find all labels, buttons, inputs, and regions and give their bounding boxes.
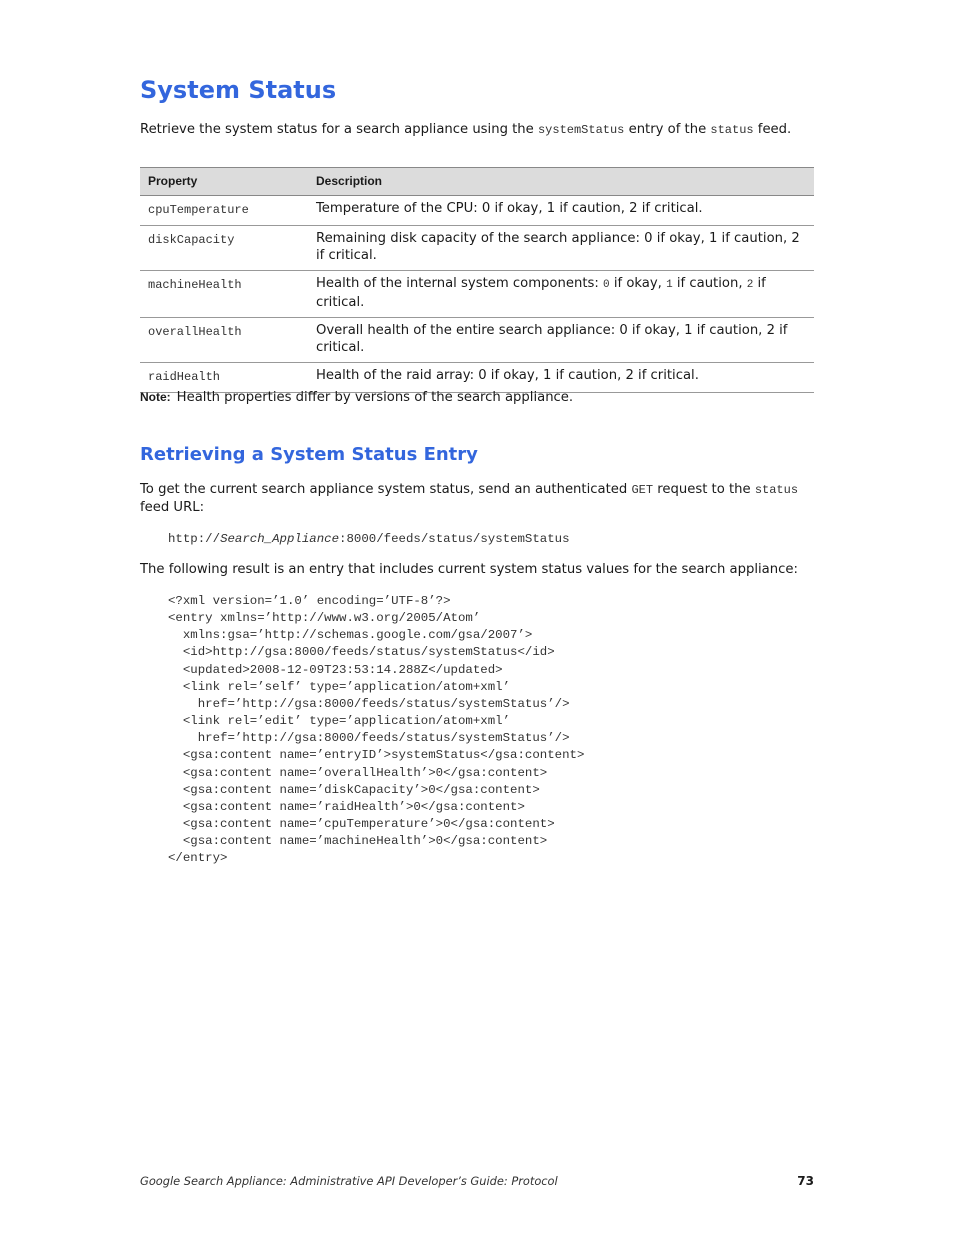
get-code-status: status — [754, 483, 799, 497]
section-heading: Retrieving a System Status Entry — [140, 444, 478, 465]
code-line: xmlns:gsa=’http://schemas.google.com/gsa/2007’> — [168, 628, 533, 643]
desc-text: if okay, — [609, 276, 667, 291]
table-row — [140, 196, 814, 226]
url-placeholder: Search_Appliance — [220, 532, 340, 546]
code-line: <gsa:content name=’raidHealth’>0</gsa:content> — [168, 799, 525, 814]
table-row — [140, 318, 814, 363]
description-cell — [308, 271, 814, 318]
property-cell: diskCapacity — [140, 226, 308, 271]
intro-text-1: Retrieve the system status for a search appliance using the — [140, 122, 538, 137]
url-prefix: http:// — [168, 532, 221, 546]
page-title: System Status — [140, 76, 337, 104]
note — [140, 389, 573, 406]
code-line: <gsa:content name=’diskCapacity’>0</gsa:content> — [168, 782, 540, 797]
note-text: Health properties differ by versions of the search appliance. — [176, 390, 574, 405]
result-paragraph: The following result is an entry that includes current system status values for the search appliance: — [140, 562, 798, 577]
code-line: href=’http://gsa:8000/feeds/status/systemStatus’/> — [168, 731, 570, 746]
description-cell: Remaining disk capacity of the search appliance: 0 if okay, 1 if caution, 2 if critical. — [308, 226, 814, 271]
get-text-3: feed URL: — [140, 500, 205, 515]
desc-code: 1 — [666, 279, 673, 291]
table-row — [140, 271, 814, 318]
property-cell: cpuTemperature — [140, 196, 308, 226]
code-line: <updated>2008-12-09T23:53:14.288Z</updated> — [168, 662, 503, 677]
property-cell: machineHealth — [140, 271, 308, 318]
desc-text: Health of the internal system components: — [316, 276, 604, 291]
get-code-get: GET — [631, 483, 654, 497]
url-suffix: :8000/feeds/status/systemStatus — [339, 532, 570, 546]
code-line: <gsa:content name=’overallHealth’>0</gsa:content> — [168, 765, 548, 780]
desc-code: 2 — [746, 279, 754, 291]
table-header-row — [140, 168, 814, 196]
code-line: <?xml version=’1.0’ encoding=’UTF-8’?> — [168, 594, 451, 608]
code-line: href=’http://gsa:8000/feeds/status/systemStatus’/> — [168, 696, 570, 711]
code-line: <id>http://gsa:8000/feeds/status/systemStatus</id> — [168, 645, 555, 660]
code-line: <link rel=’edit’ type=’application/atom+xml’ — [168, 714, 511, 729]
code-line: <gsa:content name=’machineHealth’>0</gsa:content> — [168, 834, 548, 849]
code-line: </entry> — [168, 851, 228, 866]
code-line: <entry xmlns=’http://www.w3.org/2005/Atom’ — [168, 611, 481, 626]
desc-text: if caution, — [672, 276, 747, 291]
intro-code-status: status — [710, 123, 754, 137]
header-property: Property — [140, 168, 308, 196]
feed-url — [168, 531, 570, 548]
desc-text: if critical. — [316, 276, 766, 310]
get-paragraph — [140, 481, 800, 516]
description-cell: Health of the raid array: 0 if okay, 1 if caution, 2 if critical. — [308, 363, 814, 393]
intro-code-systemstatus: systemStatus — [537, 123, 625, 137]
property-cell: overallHealth — [140, 318, 308, 363]
footer-title: Google Search Appliance: Administrative API Developer’s Guide: Protocol — [140, 1174, 558, 1188]
intro-text-3: feed. — [753, 122, 792, 137]
properties-table — [140, 167, 814, 393]
code-line: <gsa:content name=’entryID’>systemStatus</gsa:content> — [168, 748, 585, 763]
header-description: Description — [308, 168, 814, 196]
get-text-1: To get the current search appliance system status, send an authenticated — [140, 482, 632, 497]
intro-text-2: entry of the — [624, 122, 711, 137]
get-text-2: request to the — [653, 482, 755, 497]
table-row — [140, 226, 814, 271]
property-cell: raidHealth — [140, 363, 308, 393]
page-number: 73 — [797, 1174, 814, 1188]
intro-paragraph — [140, 121, 791, 139]
table-row — [140, 363, 814, 393]
desc-code: 0 — [603, 279, 610, 291]
description-cell: Temperature of the CPU: 0 if okay, 1 if caution, 2 if critical. — [308, 196, 814, 226]
note-label: Note: — [140, 390, 171, 404]
description-cell: Overall health of the entire search appliance: 0 if okay, 1 if caution, 2 if critical. — [308, 318, 814, 363]
xml-code-block — [168, 593, 584, 868]
code-line: <link rel=’self’ type=’application/atom+xml’ — [168, 679, 511, 694]
code-line: <gsa:content name=’cpuTemperature’>0</gsa:content> — [168, 817, 555, 832]
